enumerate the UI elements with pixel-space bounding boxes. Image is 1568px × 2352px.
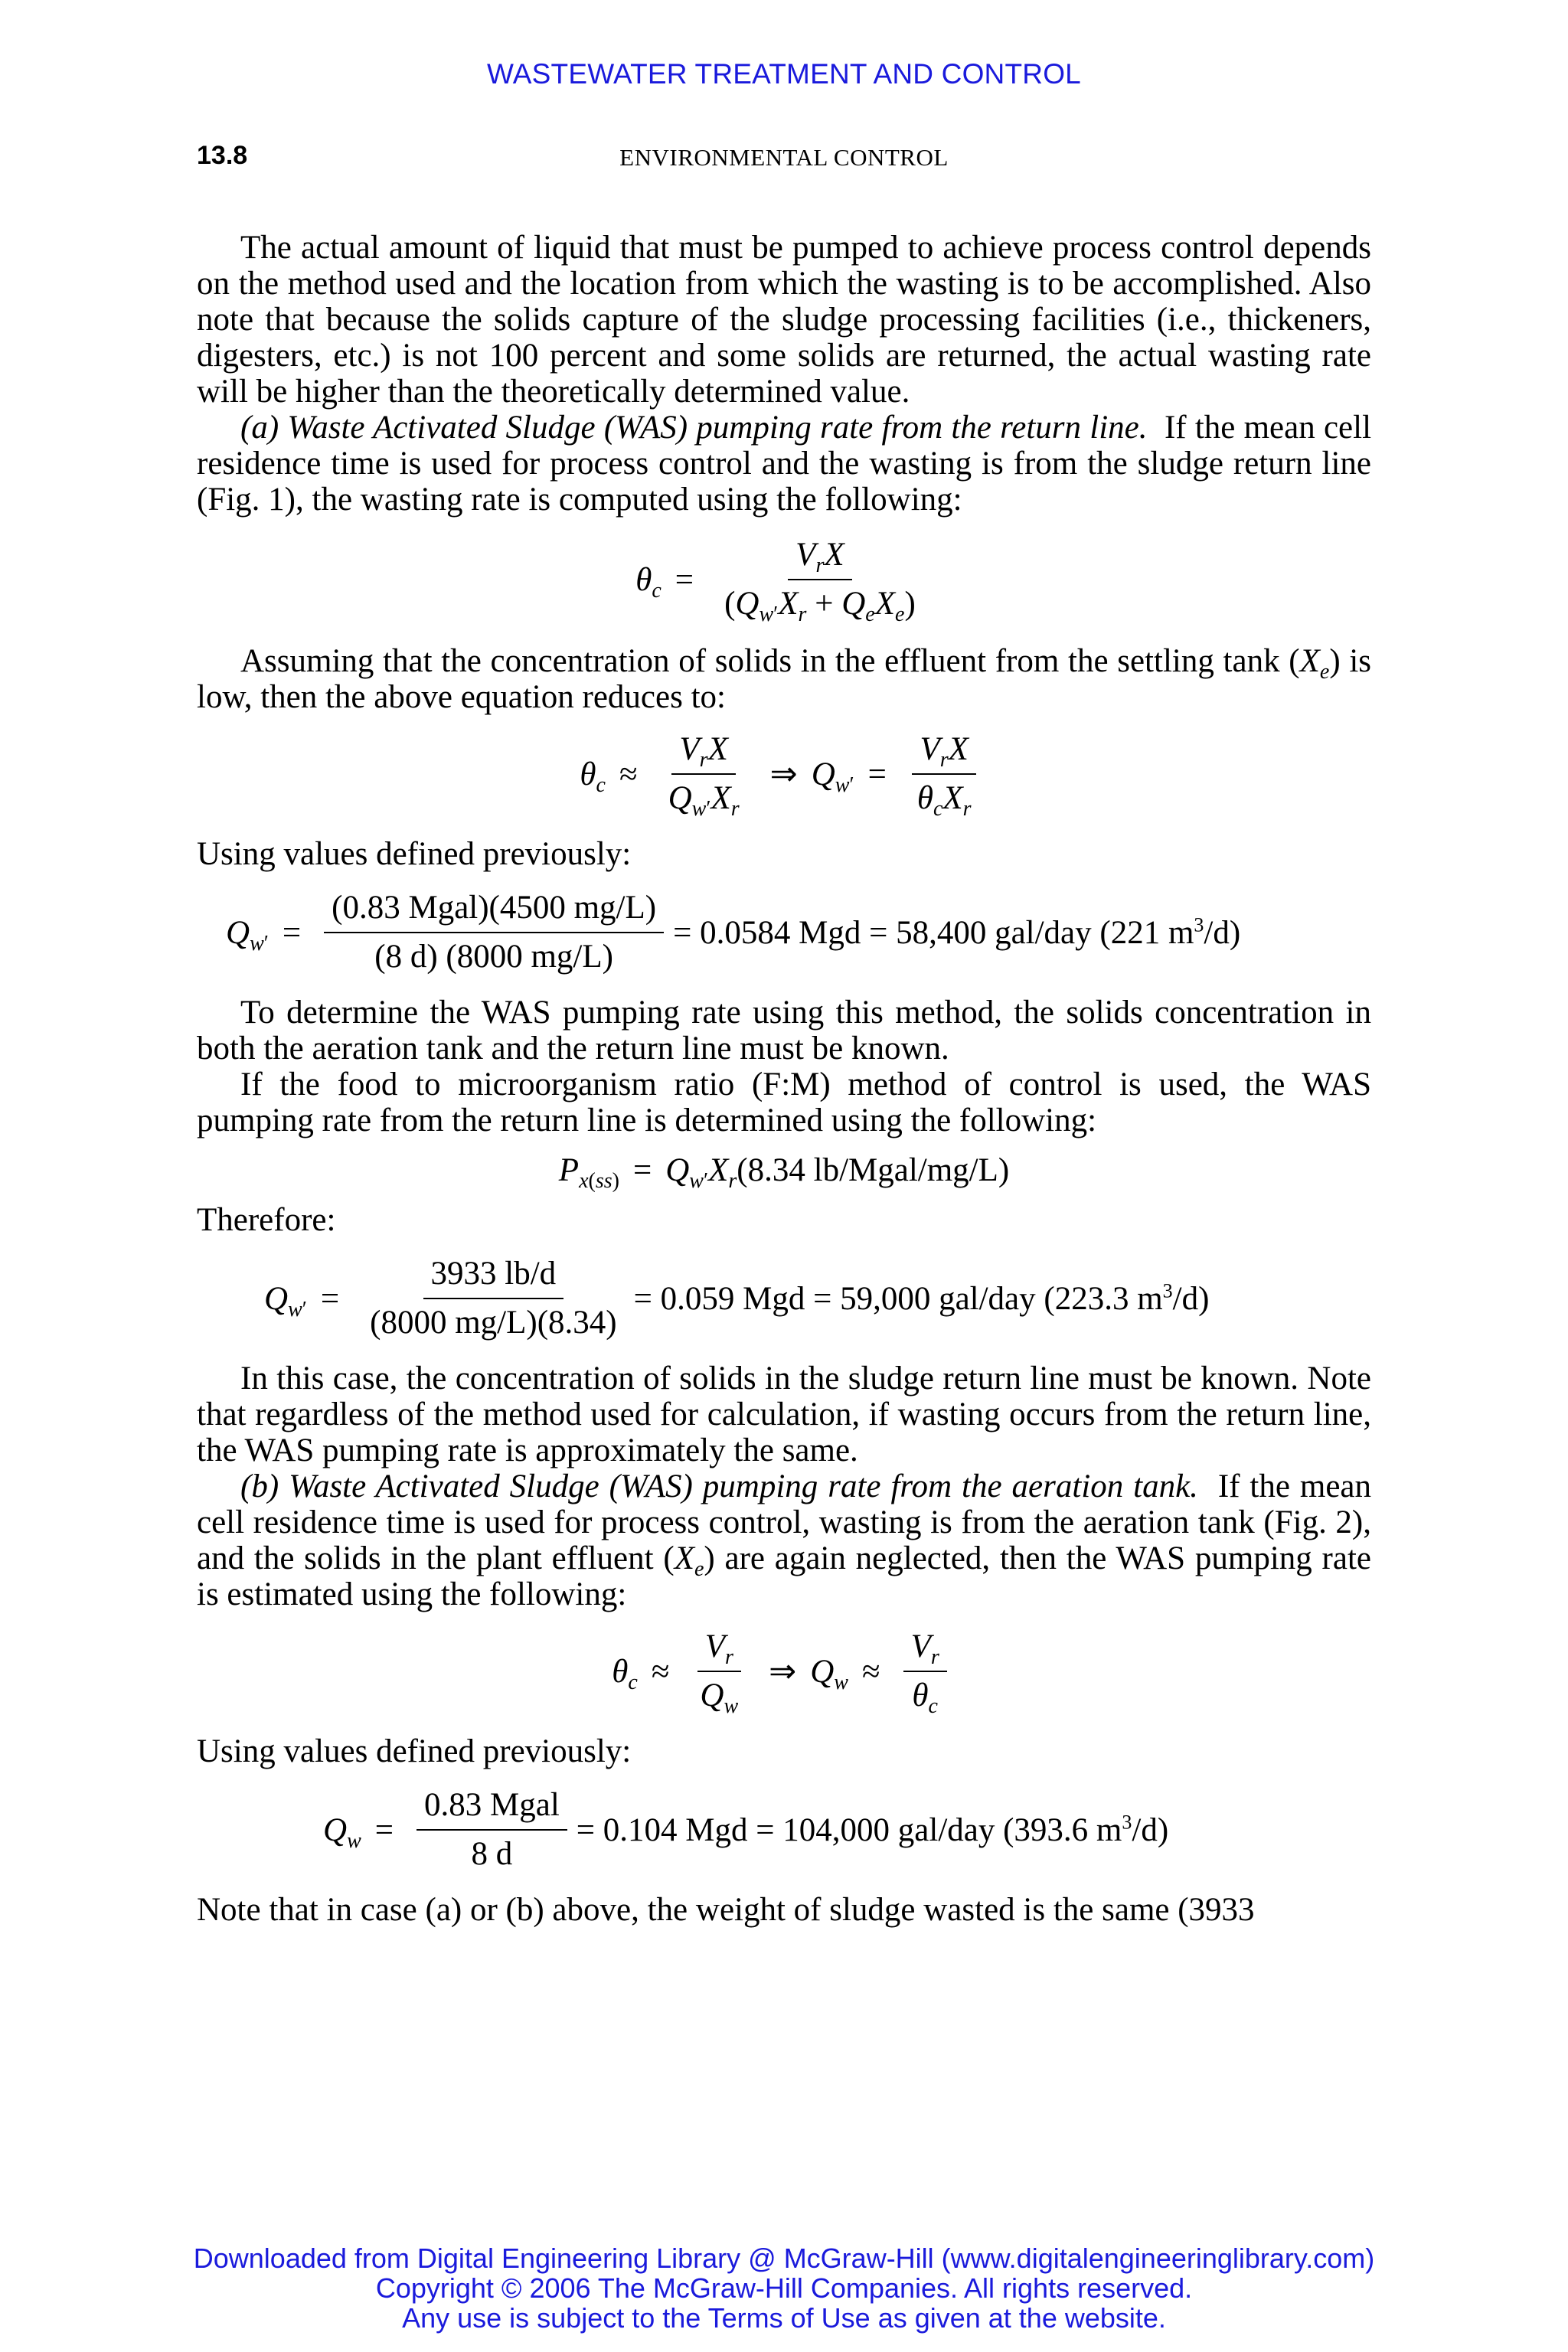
paragraph-aeration-tank: (b) Waste Activated Sludge (WAS) pumping rate from the aeration tank. If the mean cell residence time is used for process control, wasting is from the aeration tank (Fig. 2), and the solids in the plant effluent $(X_e)$ are again neglected, then the WAS pumping rate is estimated using the following: xyxy=(197,1468,1371,1612)
equation-was-rate-return: $Q_{w'}$ = $\frac{\text{(0.83 Mgal)(4500 mg/L)}}{(8 d) (8000 mg/L)}$ = 0.0584 Mgd = 58,400 gal/day (221 $m^3/d$) xyxy=(197,887,1371,978)
therefore-label: Therefore: xyxy=(197,1202,336,1238)
section-heading-b: (b) Waste Activated Sludge (WAS) pumping rate from the aeration tank. xyxy=(240,1468,1198,1504)
paragraph-intro: The actual amount of liquid that must be pumped to achieve process control depends on the method used and the location from which the wasting is to be accomplished. Also note that because the solids capture of the sludge processing facilities (i.e., thickeners, digesters, etc.) is not 100 percent and some solids are returned, the actual wasting rate will be higher than the theoretically determined value. xyxy=(197,230,1371,410)
running-head: ENVIRONMENTAL CONTROL xyxy=(619,144,949,171)
result-value-3: = 0.104 Mgd = 104,000 gal/day (393.6 $m^3/d$) xyxy=(576,1811,1169,1848)
equation-was-rate-fm: $Q_{w'}$ = $\frac{3933 lb/d}{(8000 mg/L)(8.34)}$ = 0.059 Mgd = 59,000 gal/day (223.3 $m^3/d$) xyxy=(197,1253,1371,1344)
footer-terms: Any use is subject to the Terms of Use as given at the website. xyxy=(402,2302,1166,2334)
paragraph-return-line-known: In this case, the concentration of solids in the sludge return line must be known. Note that regardless of the method used for calculation, if wasting occurs from the return line, the WAS pumping rate is approximately the same. xyxy=(197,1361,1371,1468)
equation-mcrt-reduced: $\theta_c$ ≈ $\frac{V_rX}{Q_{w'}X_r}$ ⇒ $Q_{w'}$ = $\frac{V_rX}{\theta_cX_r}$ xyxy=(197,729,1371,819)
footer-copyright: Copyright © 2006 The McGraw-Hill Companies. All rights reserved. xyxy=(375,2272,1193,2304)
result-value-2: = 0.059 Mgd = 59,000 gal/day (223.3 $m^3/d$) xyxy=(633,1279,1210,1317)
book-title-banner: WASTEWATER TREATMENT AND CONTROL xyxy=(487,58,1081,90)
using-values-label-1: Using values defined previously: xyxy=(197,836,632,872)
download-footer xyxy=(0,2243,1568,2333)
equation-mcrt-full: $\theta_c$ = $\frac{V_rX}{(Q_{w'}X_r + Q_eX_e)}$ xyxy=(197,534,1371,625)
equation-was-rate-aeration: $Q_w$ = $\frac{\text{0.83 Mgal}}{8 d}$ = 0.104 Mgd = 104,000 gal/day (393.6 $m^3/d$) xyxy=(197,1785,1371,1875)
paragraph-return-line xyxy=(197,410,1371,518)
page-number: 13.8 xyxy=(197,141,248,170)
equation-solids-production: $P_{x(ss)}$ = $Q_{w'}X_r(8.34$ lb/Mgal/mg/L) xyxy=(558,1152,1010,1193)
paragraph-concentration: To determine the WAS pumping rate using this method, the solids concentration in both the aeration tank and the return line must be known. xyxy=(197,995,1371,1067)
using-values-label-2: Using values defined previously: xyxy=(197,1733,632,1769)
equation-mcrt-aeration: $\theta_c$ ≈ $\frac{V_r}{Q_w}$ ⇒ $Q_w$ ≈ $\frac{V_r}{\theta_c}$ xyxy=(197,1626,1371,1717)
paragraph-assumption: Assuming that the concentration of solids in the effluent from the settling tank $(X_e)$ is low, then the above equation reduces to: xyxy=(197,643,1372,715)
paragraph-return-line-text: If the mean cell residence time is used for process control and the wasting is from the sludge return line (Fig. 1), the wasting rate is computed using the following: xyxy=(197,410,1372,518)
paragraph-closing: Note that in case (a) or (b) above, the weight of sludge wasted is the same (3933 xyxy=(197,1892,1255,1928)
footer-download-link[interactable]: Downloaded from Digital Engineering Library @ McGraw-Hill (www.digitalengineeringlibrary.com) xyxy=(193,2243,1375,2274)
section-heading-a: (a) Waste Activated Sludge (WAS) pumping rate from the return line. xyxy=(240,410,1148,446)
paragraph-fm-ratio: If the food to microorganism ratio (F:M) method of control is used, the WAS pumping rate from the return line is determined using the following: xyxy=(197,1067,1371,1138)
page-body xyxy=(197,230,1371,1928)
result-value-1: = 0.0584 Mgd = 58,400 gal/day (221 $m^3/d$) xyxy=(673,913,1241,951)
